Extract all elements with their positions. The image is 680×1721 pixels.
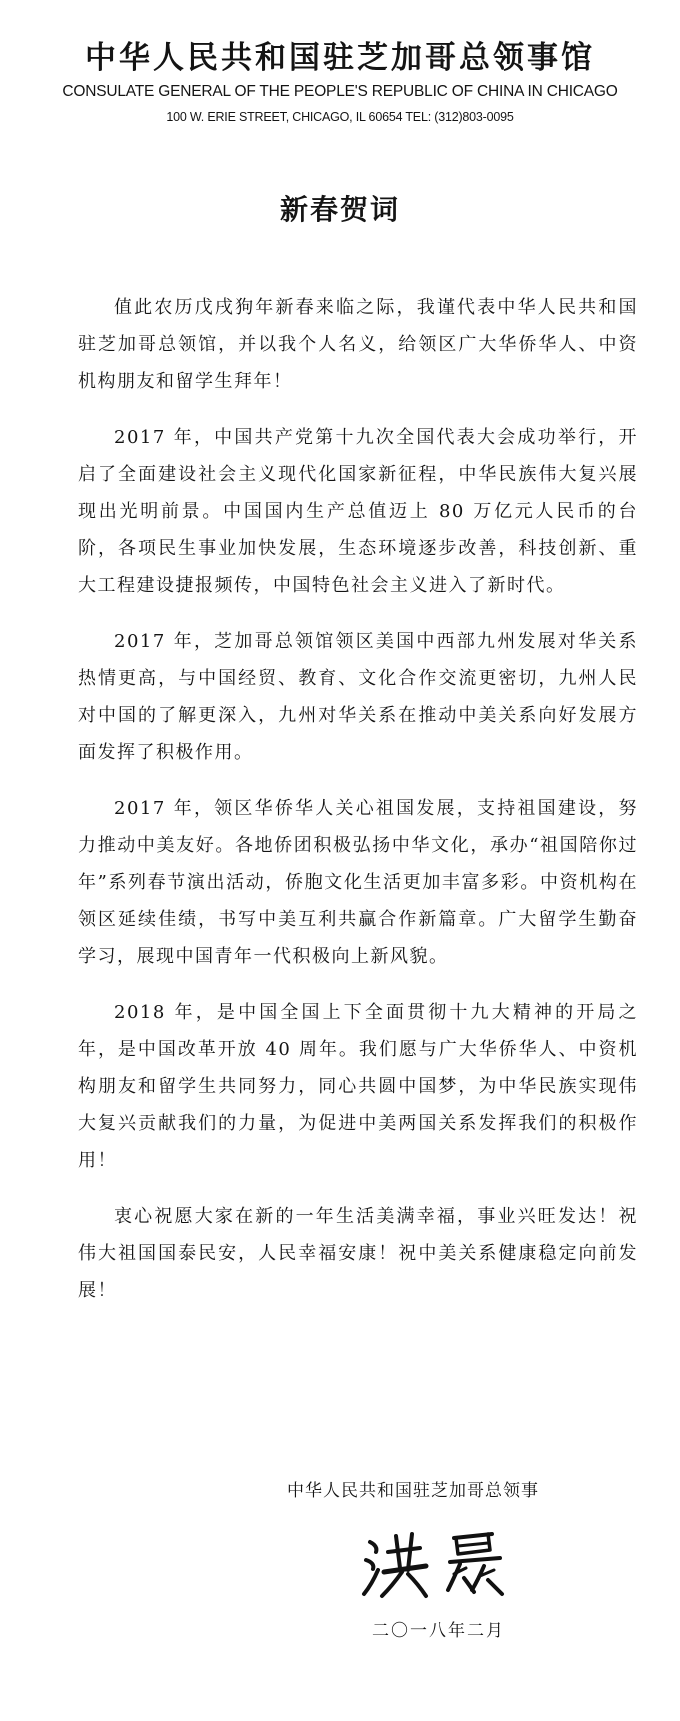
- consulate-name-chinese: 中华人民共和国驻芝加哥总领事馆: [85, 40, 595, 76]
- document-title: 新春贺词: [279, 193, 400, 226]
- letter-date: 二〇一八年二月: [372, 1621, 505, 1641]
- handwritten-signature: [360, 1528, 520, 1608]
- signatory-title: 中华人民共和国驻芝加哥总领事: [287, 1481, 539, 1501]
- paragraph-greeting: 值此农历戊戌狗年新春来临之际，我谨代表中华人民共和国驻芝加哥总领馆，并以我个人名义，给领区广大华侨华人、中资机构朋友和留学生拜年！: [78, 297, 638, 392]
- paragraph-outlook-2018: 2018 年，是中国全国上下全面贯彻十九大精神的开局之年，是中国改革开放 40 周年。我们愿与广大华侨华人、中资机构朋友和留学生共同努力，同心共圆中国梦，为中华民族实现伟大复兴贡献我们的力量，为促进中美两国关系发挥我们的积极作用！: [78, 1002, 638, 1171]
- consulate-address: 100 W. ERIE STREET, CHICAGO, IL 60654 TEL: (312)803-0095: [166, 110, 514, 124]
- signature-image: [360, 1528, 520, 1608]
- consulate-name-english: CONSULATE GENERAL OF THE PEOPLE'S REPUBLIC OF CHINA IN CHICAGO: [62, 83, 618, 100]
- paragraph-china-2017: 2017 年，中国共产党第十九次全国代表大会成功举行，开启了全面建设社会主义现代化国家新征程，中华民族伟大复兴展现出光明前景。中国国内生产总值迈上 80 万亿元人民币的台阶，各项民生事业加快发展，生态环境逐步改善，科技创新、重大工程建设捷报频传，中国特色社会主义进入了新时代。: [78, 427, 638, 596]
- paragraph-wishes: 衷心祝愿大家在新的一年生活美满幸福，事业兴旺发达！祝伟大祖国国泰民安，人民幸福安康！祝中美关系健康稳定向前发展！: [78, 1206, 638, 1301]
- letter-body: [78, 289, 638, 1328]
- paragraph-midwest-2017: 2017 年，芝加哥总领馆领区美国中西部九州发展对华关系热情更高，与中国经贸、教育、文化合作交流更密切，九州人民对中国的了解更深入，九州对华关系在推动中美关系向好发展方面发挥了积极作用。: [78, 631, 638, 763]
- letterhead: [0, 38, 680, 126]
- paragraph-overseas-chinese-2017: 2017 年，领区华侨华人关心祖国发展，支持祖国建设，努力推动中美友好。各地侨团积极弘扬中华文化，承办“祖国陪你过年”系列春节演出活动，侨胞文化生活更加丰富多彩。中资机构在领区延续佳绩，书写中美互利共赢合作新篇章。广大留学生勤奋学习，展现中国青年一代积极向上新风貌。: [78, 798, 638, 967]
